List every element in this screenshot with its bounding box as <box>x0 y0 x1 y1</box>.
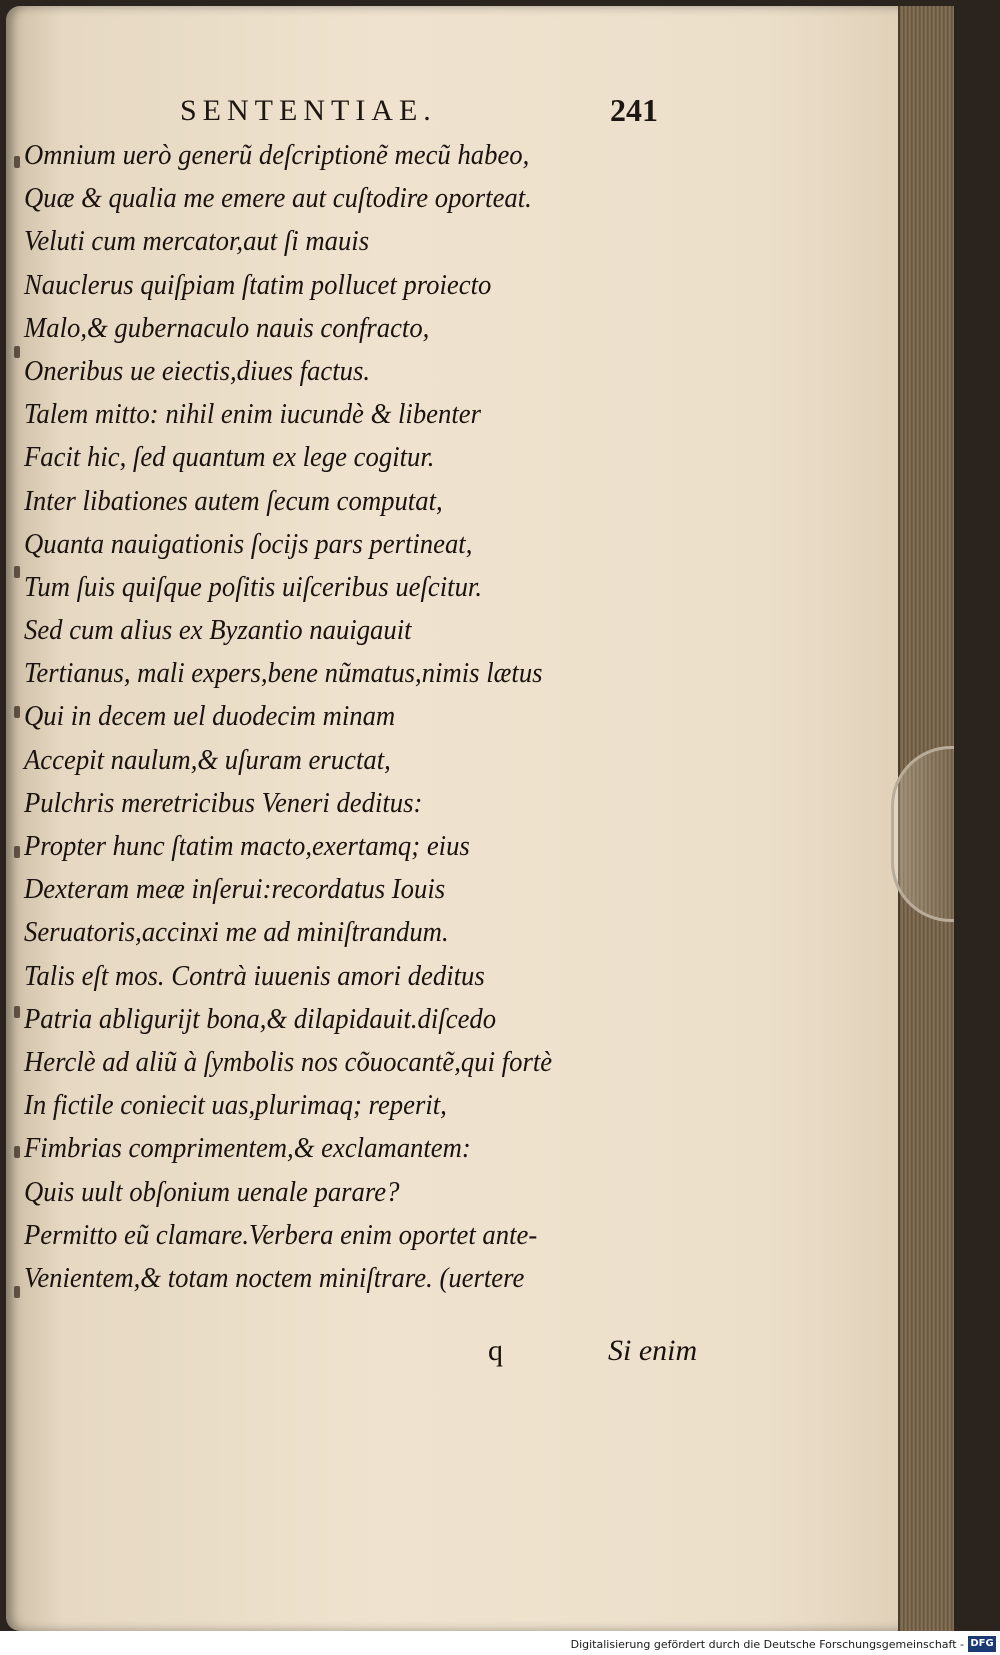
margin-mark <box>14 706 20 718</box>
verse-line: Omnium uerò generũ deſcriptionẽ mecũ habeo, <box>24 139 530 171</box>
verse-line: Oneribus ue eiectis,diues factus. <box>24 354 371 387</box>
running-head: SENTENTIAE. <box>180 94 437 127</box>
margin-mark <box>14 566 20 578</box>
digitization-footer <box>0 1631 1000 1655</box>
verse-line: Propter hunc ſtatim macto,exertamq; eius <box>24 830 470 862</box>
verse-line: Quis uult obſonium uenale parare? <box>24 1175 400 1208</box>
signature-mark: q <box>488 1334 503 1367</box>
page-footer-line <box>6 1334 954 1378</box>
verse-line: Patria abligurijt bona,& dilapidauit.diſcedo <box>24 1002 497 1035</box>
verse-line: Tum ſuis quiſque poſitis uiſceribus ueſcitur. <box>24 570 483 603</box>
verse-line: Venientem,& totam noctem miniſtrare. (uertere <box>24 1261 525 1294</box>
dfg-logo-icon: DFG <box>968 1636 996 1652</box>
footer-credit: Digitalisierung gefördert durch die Deutsche Forschungsgemeinschaft - <box>570 1638 964 1651</box>
verse-line: Nauclerus quiſpiam ſtatim pollucet proiecto <box>24 268 492 301</box>
page-number: 241 <box>610 92 658 128</box>
margin-mark <box>14 1286 20 1298</box>
verse-line: Tertianus, mali expers,bene nũmatus,nimis lætus <box>24 657 543 690</box>
verse-line: Veluti cum mercator,aut ſi mauis <box>24 225 370 258</box>
verse-line: Sed cum alius ex Byzantio nauigauit <box>24 614 412 647</box>
verse-line: In fictile coniecit uas,plurimaq; reperit, <box>24 1089 447 1122</box>
verse-line: Herclè ad aliũ à ſymbolis nos cõuocantẽ,qui fortè <box>24 1045 553 1078</box>
margin-mark <box>14 1006 20 1018</box>
verse-line: Malo,& gubernaculo nauis confracto, <box>24 311 430 344</box>
verse-line: Talis eſt mos. Contrà iuuenis amori deditus <box>24 959 485 992</box>
verse-line: Qui in decem uel duodecim minam <box>24 700 396 733</box>
margin-mark <box>14 1146 20 1158</box>
catchword: Si enim <box>608 1334 698 1367</box>
book-page <box>6 6 954 1631</box>
verse-line: Facit hic, ſed quantum ex lege cogitur. <box>24 441 435 474</box>
verse-line: Pulchris meretricibus Veneri deditus: <box>24 786 423 819</box>
verse-line: Fimbrias comprimentem,& exclamantem: <box>24 1132 471 1165</box>
verse-line: Dexteram meæ inſerui:recordatus Iouis <box>24 873 446 906</box>
verse-line: Talem mitto: nihil enim iucundè & libenter <box>24 398 481 431</box>
verse-line: Seruatoris,accinxi me ad miniſtrandum. <box>24 916 449 949</box>
verse-line: Quæ & qualia me emere aut cuſtodire oporteat. <box>24 182 532 215</box>
margin-mark <box>14 156 20 168</box>
margin-mark <box>14 346 20 358</box>
margin-mark <box>14 846 20 858</box>
verse-text-block <box>24 134 724 1300</box>
verse-line: Quanta nauigationis ſocijs pars pertineat, <box>24 527 473 560</box>
book-clasp <box>891 746 954 922</box>
verse-line: Accepit naulum,& uſuram eructat, <box>24 743 391 776</box>
verse-line: Inter libationes autem ſecum computat, <box>24 484 443 517</box>
verse-line: Permitto eũ clamare.Verbera enim oportet ante- <box>24 1218 538 1251</box>
